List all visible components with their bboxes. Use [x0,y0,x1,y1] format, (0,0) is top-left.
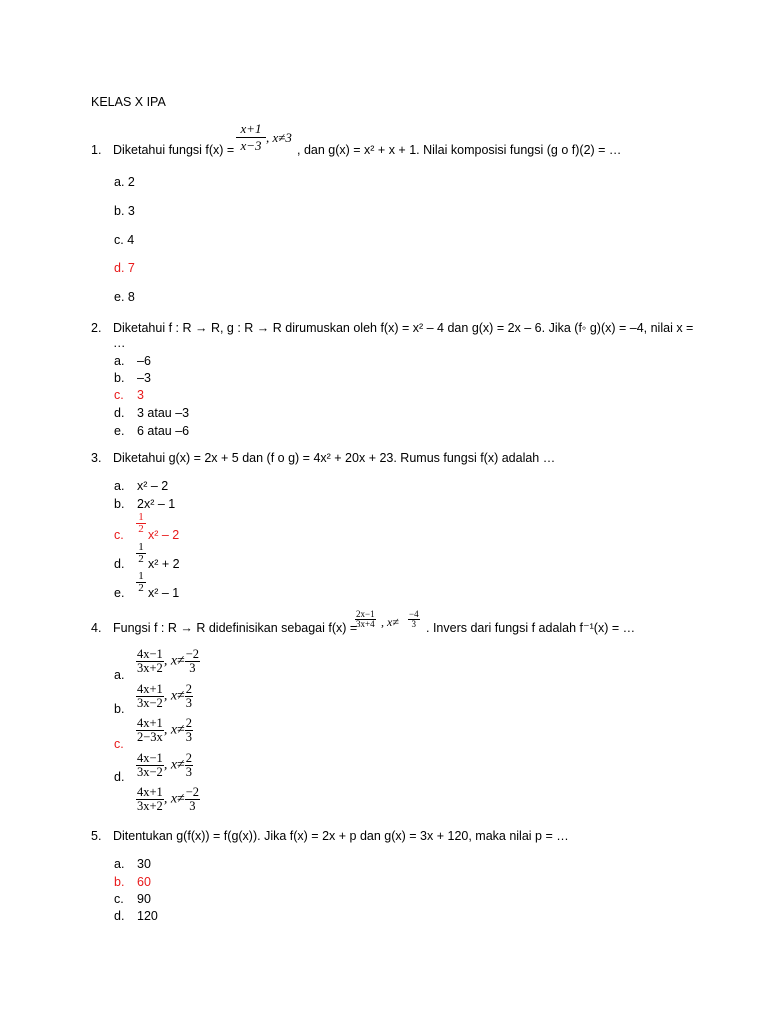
q3-number: 3. [91,451,102,465]
q1-option-e: e. 8 [114,290,135,304]
page-title: KELAS X IPA [91,95,166,109]
q4-option-d: $\frac{4x-1}{3x-2}$ , x≠ $\frac{2}{3}$ [137,751,192,780]
q2-option-e: 6 atau –6 [137,424,190,438]
q5-option-a: 30 [137,857,151,871]
q2-question-line1: Diketahui f : R → R, g : R → R dirumuskan oleh f(x) = x² – 4 dan g(x) = 2x – 6. Jika (f◦ g)(x) = –4, nilai x = [113,321,694,335]
q4-option-a: $\frac{4x-1}{3x+2}$ , x≠ $\frac{-2}{3}$ [137,647,200,676]
q5-letter-b: b. [114,875,125,889]
q2-option-b: –3 [137,371,151,385]
q5-option-c: 90 [137,892,151,906]
q3-option-e: x² – 1 [148,586,180,600]
q3-option-c-answer: x² – 2 [148,528,180,542]
q5-option-d: 120 [137,909,158,923]
q5-letter-c: c. [114,892,124,906]
q2-letter-d: d. [114,406,125,420]
q2-option-d: 3 atau –3 [137,406,190,420]
q3-letter-b: b. [114,497,125,511]
q3-option-d: x² + 2 [148,557,180,571]
q4-number: 4. [91,621,102,635]
q3-option-d-half: 1 2 [136,542,146,565]
q4-option-e: $\frac{4x+1}{3x+2}$ , x≠ $\frac{-2}{3}$ [137,785,200,814]
q1-option-a: a. 2 [114,175,135,189]
q4-option-c-answer: $\frac{4x+1}{2-3x}$ , x≠ $\frac{2}{3}$ [137,716,192,745]
q5-number: 5. [91,829,102,843]
q1-option-b: b. 3 [114,204,135,218]
q1-option-c: c. 4 [114,233,135,247]
q3-letter-c: c. [114,528,124,542]
q4-question-end: . Invers dari fungsi f adalah f⁻¹(x) = … [426,621,636,635]
q4-question-start: Fungsi f : R → R didefinisikan sebagai f(x) = [113,621,358,635]
q1-question-start: Diketahui fungsi f(x) = [113,143,235,157]
q1-condition: , x≠3 [266,130,292,145]
q4-letter-b: b. [114,702,125,716]
q2-letter-a: a. [114,354,125,368]
q4-letter-c: c. [114,737,124,751]
q3-question: Diketahui g(x) = 2x + 5 dan (f o g) = 4x² + 20x + 23. Rumus fungsi f(x) adalah … [113,451,556,465]
q3-letter-a: a. [114,479,125,493]
q4-option-b: $\frac{4x+1}{3x-2}$ , x≠ $\frac{2}{3}$ [137,682,192,711]
q1-fraction-numerator: x+1 [240,121,262,136]
q4-definition-condition-fraction: $\frac{-4}{3}$ [409,609,419,630]
q5-question: Ditentukan g(f(x)) = f(g(x)). Jika f(x) = 2x + p dan g(x) = 3x + 120, maka nilai p = … [113,829,569,843]
q2-letter-b: b. [114,371,125,385]
q5-letter-d: d. [114,909,125,923]
q2-option-a: –6 [137,354,151,368]
q5-letter-a: a. [114,857,125,871]
q1-option-d-answer: d. 7 [114,261,135,275]
q2-option-c-answer: 3 [137,388,144,402]
q1-number: 1. [91,143,102,157]
q3-letter-d: d. [114,557,125,571]
q3-option-b: 2x² – 1 [137,497,176,511]
q3-letter-e: e. [114,586,125,600]
q2-question-line2: … [113,336,126,350]
q4-definition-fraction: $\frac{2x-1}{3x+4}$ [356,609,375,630]
q1-question-end: , dan g(x) = x² + x + 1. Nilai komposisi fungsi (g o f)(2) = … [297,143,622,157]
q2-letter-e: e. [114,424,125,438]
q3-option-e-half: 1 2 [136,571,146,594]
q4-definition-condition: , x≠ [381,615,399,629]
q2-number: 2. [91,321,102,335]
q1-fraction-denominator: x−3 [240,138,262,153]
q4-letter-d: d. [114,770,125,784]
q2-letter-c: c. [114,388,124,402]
q4-letter-a: a. [114,668,125,682]
q3-option-c-half: 1 2 [136,512,146,535]
q3-option-a: x² – 2 [137,479,169,493]
q5-option-b-answer: 60 [137,875,151,889]
